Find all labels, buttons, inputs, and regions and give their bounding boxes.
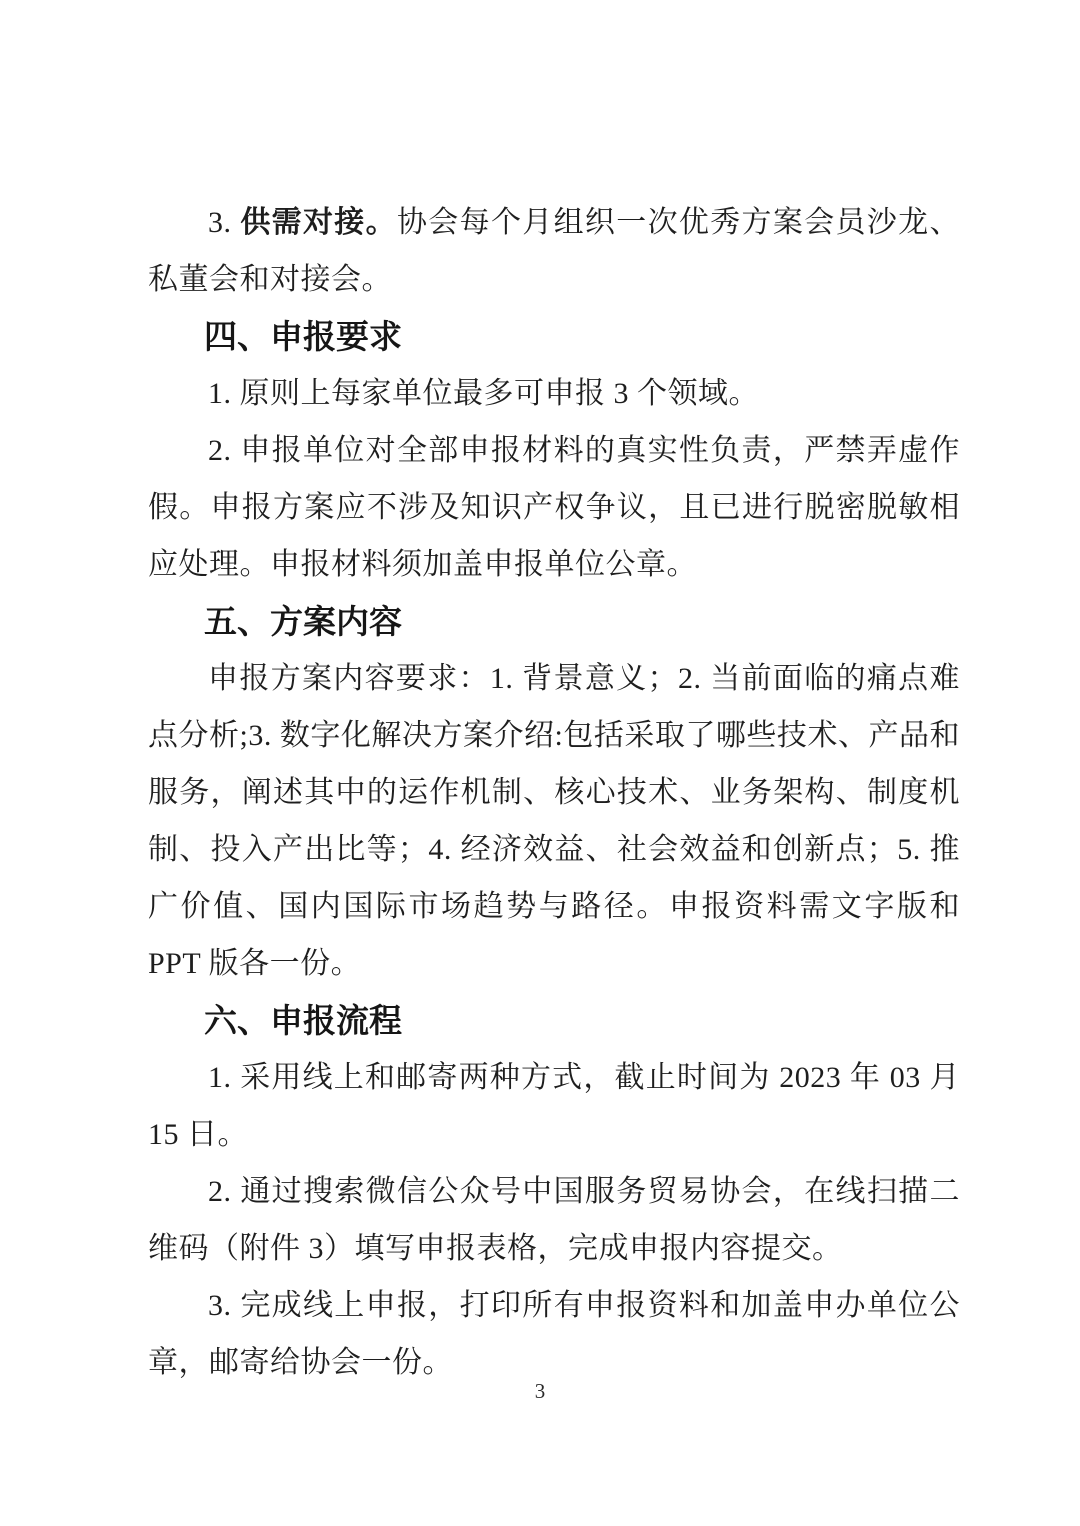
section-heading-application-process: 六、申报流程 bbox=[204, 1002, 402, 1039]
page-number: 3 bbox=[534, 1379, 546, 1403]
paragraph-requirement-1: 1. 原则上每家单位最多可申报 3 个领域。 bbox=[208, 377, 759, 410]
paragraph-proposal-content: 申报方案内容要求：1. 背景意义；2. 当前面临的痛点难点分析;3. 数字化解决方案介绍:包括采取了哪些技术、产品和服务，阐述其中的运作机制、核心技术、业务架构、制度机制、投入产出比等；4. 经济效益、社会效益和创新点；5. 推广价值、国内国际市场趋势与路径。申报资料需文字版和 PPT 版各一份。 bbox=[148, 662, 960, 980]
paragraph-supply-demand bbox=[148, 194, 960, 308]
section-heading-application-requirements: 四、申报要求 bbox=[204, 318, 402, 355]
paragraph-requirement-2: 2. 申报单位对全部申报材料的真实性负责，严禁弄虚作假。申报方案应不涉及知识产权争议，且已进行脱密脱敏相应处理。申报材料须加盖申报单位公章。 bbox=[148, 434, 960, 581]
bold-lead-term: 供需对接。 bbox=[240, 206, 397, 239]
paragraph-process-2: 2. 通过搜索微信公众号中国服务贸易协会，在线扫描二维码（附件 3）填写申报表格，完成申报内容提交。 bbox=[148, 1175, 960, 1265]
list-number: 3. bbox=[208, 206, 241, 239]
paragraph-text: 协会每个月组织一次优秀方案会员沙龙、私董会和对接会。 bbox=[148, 206, 961, 296]
paragraph-process-3: 3. 完成线上申报，打印所有申报资料和加盖申办单位公章，邮寄给协会一份。 bbox=[148, 1289, 960, 1379]
document-body bbox=[148, 194, 960, 1391]
paragraph-process-1: 1. 采用线上和邮寄两种方式，截止时间为 2023 年 03 月 15 日。 bbox=[148, 1061, 960, 1151]
section-heading-proposal-content: 五、方案内容 bbox=[204, 603, 402, 640]
